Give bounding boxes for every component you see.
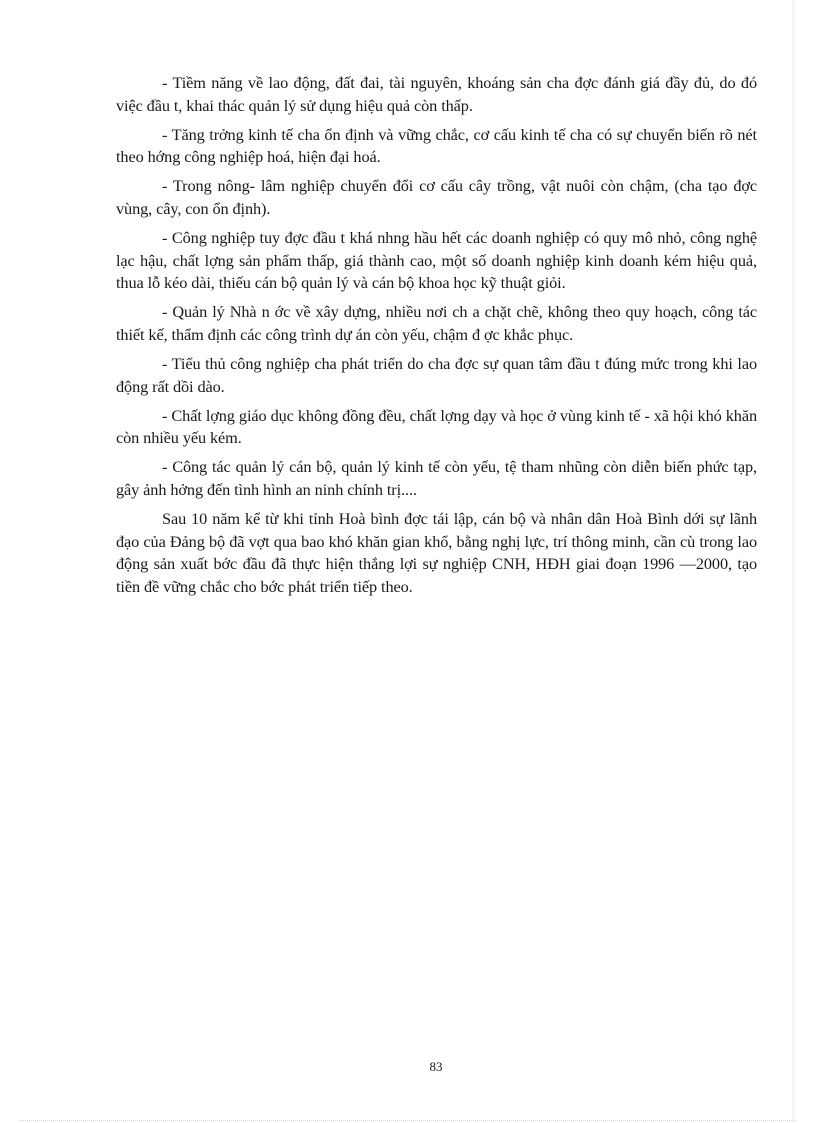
body-text — [116, 72, 757, 605]
paragraph-2: - Tăng trởng kinh tế cha ổn định và vững chắc, cơ cấu kinh tế cha có sự chuyển biến rõ nét theo hớng công nghiệp hoá, hiện đại hoá. — [116, 124, 757, 167]
paragraph-5: - Quản lý Nhà n ớc về xây dựng, nhiều nơi ch a chặt chẽ, không theo quy hoạch, công tác thiết kế, thẩm định các công trình dự án còn yếu, chậm đ ợc khắc phục. — [116, 302, 757, 344]
page-number: 83 — [429, 1059, 443, 1074]
paragraph-6: - Tiểu thủ công nghiệp cha phát triển do cha đợc sự quan tâm đầu t đúng mức trong khi lao động rất dồi dào. — [116, 354, 757, 396]
paragraph-8: - Công tác quản lý cán bộ, quản lý kinh tế còn yếu, tệ tham nhũng còn diễn biến phức tạp, gây ảnh hởng đến tình hình an ninh chính trị.... — [116, 457, 757, 499]
paragraph-3: - Trong nông- lâm nghiệp chuyển đổi cơ cấu cây trồng, vật nuôi còn chậm, (cha tạo đợc vùng, cây, con ổn định). — [116, 176, 757, 218]
page-bottom-border — [20, 1120, 796, 1121]
paragraph-9: Sau 10 năm kể từ khi tỉnh Hoà bình đợc tái lập, cán bộ và nhân dân Hoà Bình dới sự lãnh đạo của Đảng bộ đã vợt qua bao khó khăn gian khổ, bằng nghị lực, trí thông minh, cần cù trong lao động sản xuất bớc đầu đã thực hiện thắng lợi sự nghiệp CNH, HĐH giai đoạn 1996 —2000, tạo tiền đề vững chắc cho bớc phát triển tiếp theo. — [116, 509, 757, 596]
page-edge-shadow — [792, 0, 796, 1123]
paragraph-7: - Chất lợng giáo dục không đồng đều, chất lợng dạy và học ở vùng kinh tế - xã hội khó khăn còn nhiều yếu kém. — [116, 405, 757, 448]
paragraph-4: - Công nghiệp tuy đợc đầu t khá nhng hầu hết các doanh nghiệp có quy mô nhỏ, công nghệ lạc hậu, chất lợng sản phẩm thấp, giá thành cao, một số doanh nghiệp kinh doanh kém hiệu quả, thua lỗ kéo dài, thiếu cán bộ quản lý và cán bộ khoa học kỹ thuật giỏi. — [116, 228, 757, 293]
paragraph-1: - Tiềm năng về lao động, đất đai, tài nguyên, khoáng sản cha đợc đánh giá đầy đủ, do đó việc đầu t, khai thác quản lý sử dụng hiệu quả còn thấp. — [116, 73, 757, 115]
